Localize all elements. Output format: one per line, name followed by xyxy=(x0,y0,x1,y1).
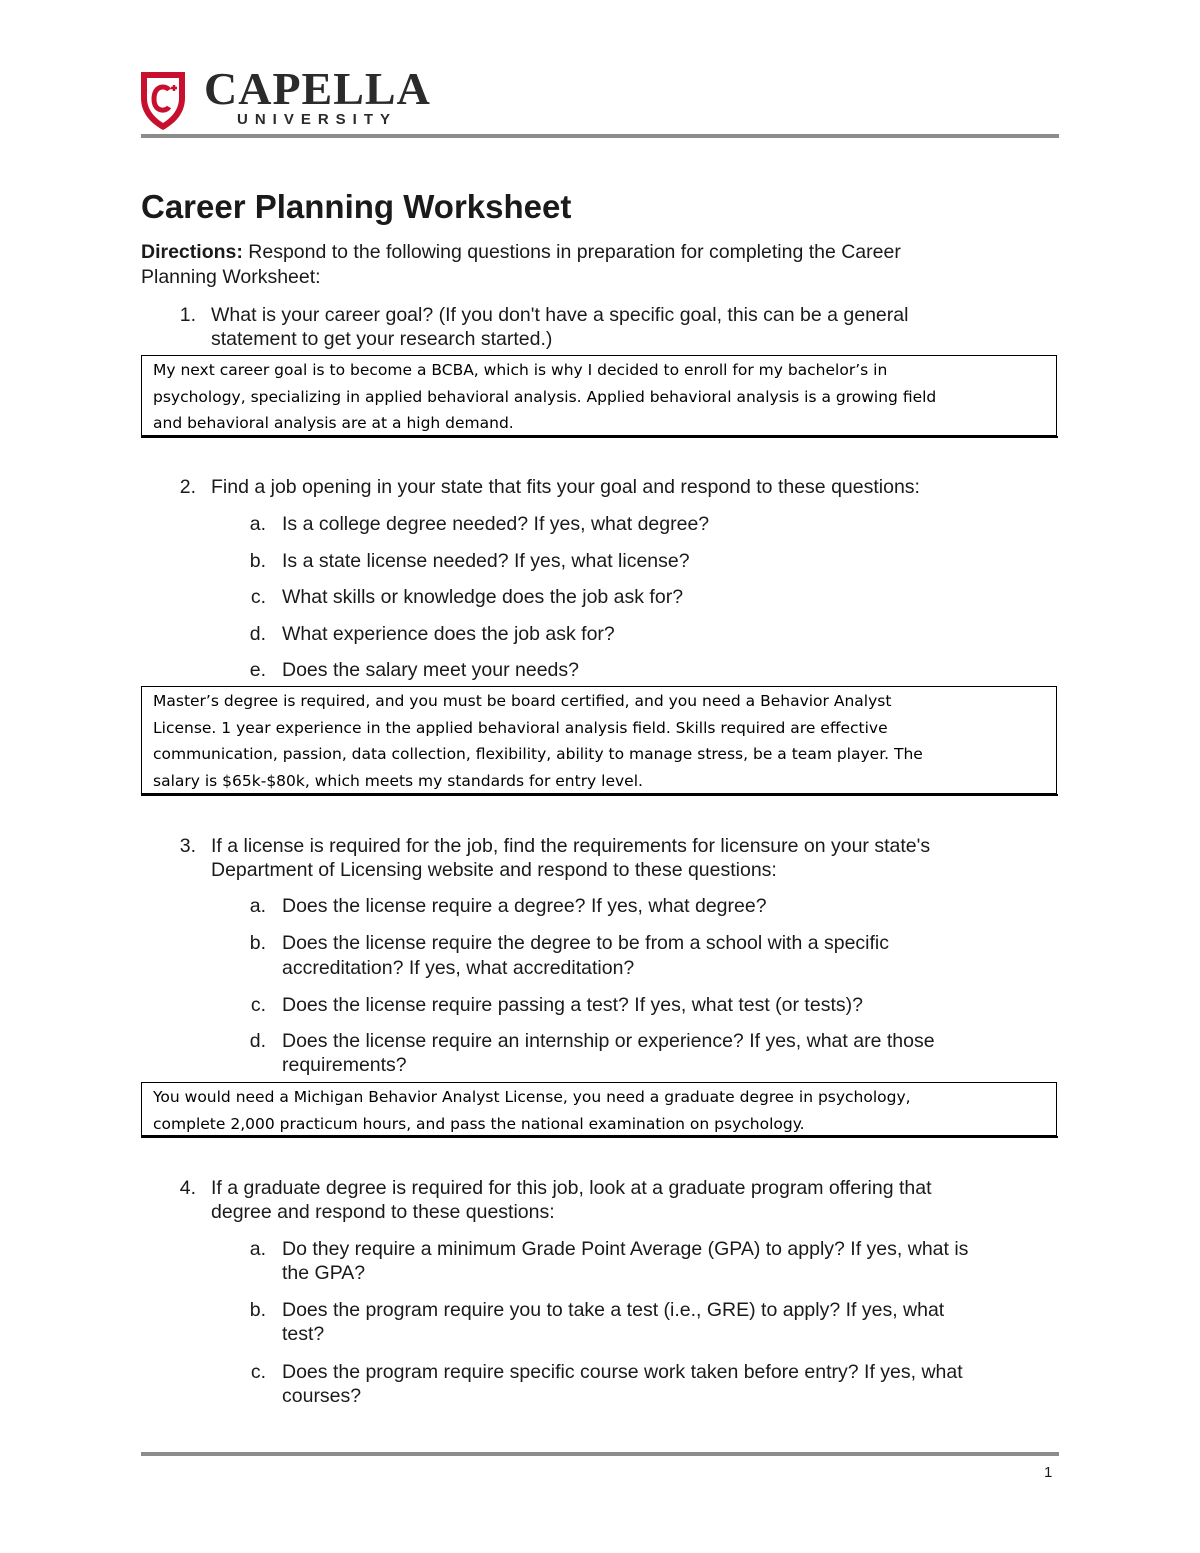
q3-item-text: Does the license require the degree to be from a school with a specific xyxy=(282,932,889,954)
answer-line: salary is $65k-$80k, which meets my standards for entry level. xyxy=(153,771,643,790)
q1-text-line-2: statement to get your research started.) xyxy=(211,328,553,350)
q3-item-letter: a. xyxy=(249,895,266,917)
q2-item-text: Is a state license needed? If yes, what license? xyxy=(282,550,690,572)
q1-number: 1. xyxy=(179,304,196,326)
page-title: Career Planning Worksheet xyxy=(141,188,572,225)
q3-item-text: requirements? xyxy=(282,1054,407,1076)
answer-line: Master’s degree is required, and you must be board certified, and you need a Behavior Analyst xyxy=(153,692,892,710)
q3-text-line-2: Department of Licensing website and respond to these questions: xyxy=(211,859,777,881)
q3-item-text: accreditation? If yes, what accreditation? xyxy=(282,957,635,979)
q4-item-text: test? xyxy=(282,1323,325,1345)
q2-item-text: What experience does the job ask for? xyxy=(282,623,615,645)
q2-item-letter: c. xyxy=(250,586,266,608)
q4-item-letter: b. xyxy=(249,1299,266,1321)
q2-item-letter: a. xyxy=(249,513,266,535)
header-divider xyxy=(141,134,1059,138)
q2-text-line-1: Find a job opening in your state that fits your goal and respond to these questions: xyxy=(211,476,920,498)
q1-answer-box[interactable] xyxy=(141,355,1057,436)
answer-line: communication, passion, data collection, flexibility, ability to manage stress, be a team player. The xyxy=(153,745,923,763)
q4-item-text: Does the program require you to take a test (i.e., GRE) to apply? If yes, what xyxy=(282,1299,945,1321)
q3-item-text: Does the license require an internship or experience? If yes, what are those xyxy=(282,1030,935,1052)
q4-item-letter: c. xyxy=(250,1361,266,1383)
page-number: 1 xyxy=(1044,1464,1053,1481)
answer-line: My next career goal is to become a BCBA, which is why I decided to enroll for my bachelor’s in xyxy=(153,361,888,379)
q2-item-text: Is a college degree needed? If yes, what degree? xyxy=(282,513,710,535)
q4-item-text: the GPA? xyxy=(282,1262,366,1284)
q4-number: 4. xyxy=(179,1177,196,1199)
q4-text-line-1: If a graduate degree is required for this job, look at a graduate program offering that xyxy=(211,1177,932,1199)
q4-item-letter: a. xyxy=(249,1238,266,1260)
q3-item-letter: c. xyxy=(250,994,266,1016)
q2-answer-box[interactable] xyxy=(141,686,1057,794)
q3-item-letter: d. xyxy=(249,1030,266,1052)
logo-name: CAPELLA xyxy=(204,63,431,114)
q2-item-letter: d. xyxy=(249,623,266,645)
q3-item-text: Does the license require passing a test? If yes, what test (or tests)? xyxy=(282,994,863,1016)
q3-answer-box[interactable] xyxy=(141,1082,1057,1136)
answer-line: and behavioral analysis are at a high demand. xyxy=(153,414,514,432)
q3-number: 3. xyxy=(179,835,196,857)
answer-line: License. 1 year experience in the applied behavioral analysis field. Skills required are effective xyxy=(153,718,888,737)
q2-item-letter: e. xyxy=(249,659,266,681)
q1-text-line-1: What is your career goal? (If you don't have a specific goal, this can be a general xyxy=(211,304,909,326)
q3-item-text: Does the license require a degree? If yes, what degree? xyxy=(282,895,767,917)
directions-label: Directions: xyxy=(141,241,243,263)
q3-item-letter: b. xyxy=(249,932,266,954)
logo-subtitle: UNIVERSITY xyxy=(237,111,398,128)
q4-item-text: courses? xyxy=(282,1385,362,1407)
q2-item-text: Does the salary meet your needs? xyxy=(282,659,579,681)
directions-line-1: Directions: Respond to the following questions in preparation for completing the Career xyxy=(141,241,901,263)
capella-shield-logo xyxy=(138,68,188,132)
q4-text-line-2: degree and respond to these questions: xyxy=(211,1201,555,1223)
q2-number: 2. xyxy=(179,476,196,498)
answer-line: You would need a Michigan Behavior Analyst License, you need a graduate degree in psychology, xyxy=(153,1088,911,1106)
answer-line: psychology, specializing in applied behavioral analysis. Applied behavioral analysis is a growing field xyxy=(153,387,937,406)
q2-item-text: What skills or knowledge does the job ask for? xyxy=(282,586,684,608)
q4-item-text: Does the program require specific course work taken before entry? If yes, what xyxy=(282,1361,963,1383)
answer-line: complete 2,000 practicum hours, and pass the national examination on psychology. xyxy=(153,1114,805,1133)
footer-divider xyxy=(141,1452,1059,1456)
directions-line-2: Planning Worksheet: xyxy=(141,266,321,288)
q2-item-letter: b. xyxy=(249,550,266,572)
q4-item-text: Do they require a minimum Grade Point Average (GPA) to apply? If yes, what is xyxy=(282,1238,969,1260)
q3-text-line-1: If a license is required for the job, find the requirements for licensure on your state's xyxy=(211,835,931,857)
